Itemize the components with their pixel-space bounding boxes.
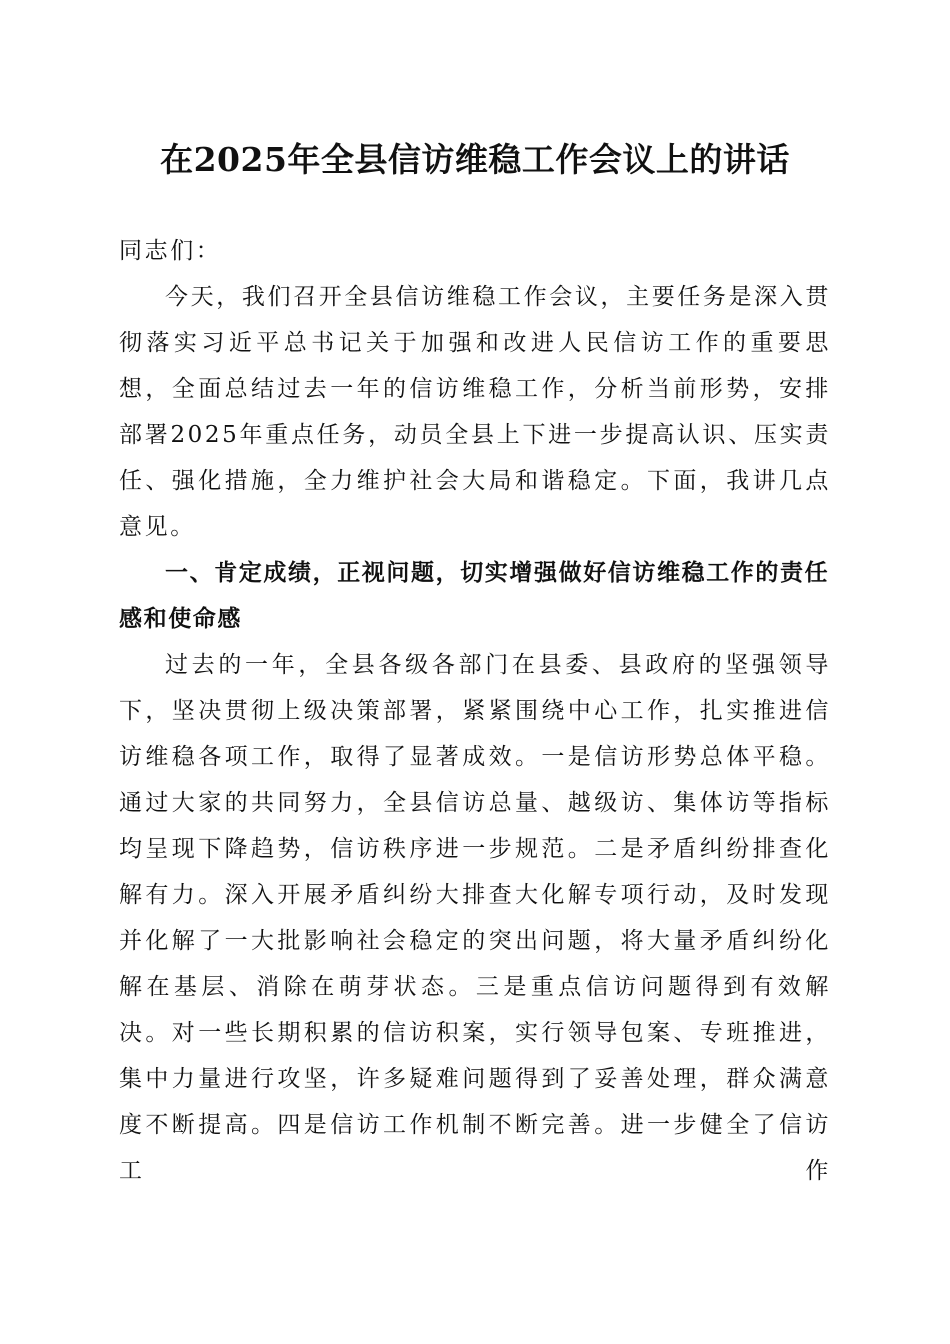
section-heading-1: 一、肯定成绩，正视问题，切实增强做好信访维稳工作的责任感和使命感	[119, 560, 830, 632]
document-title: 在2025年全县信访维稳工作会议上的讲话	[160, 140, 790, 179]
opening-paragraph: 今天，我们召开全县信访维稳工作会议，主要任务是深入贯彻落实习近平总书记关于加强和改进人民信访工作的重要思想，全面总结过去一年的信访维稳工作，分析当前形势，安排部署2025年重点任务，动员全县上下进一步提高认识、压实责任、强化措施，全力维护社会大局和谐稳定。下面，我讲几点意见。	[119, 284, 831, 540]
document-body	[119, 228, 831, 1194]
salutation: 同志们：	[119, 238, 222, 264]
section-1-paragraph: 过去的一年，全县各级各部门在县委、县政府的坚强领导下，坚决贯彻上级决策部署，紧紧围绕中心工作，扎实推进信访维稳各项工作，取得了显著成效。一是信访形势总体平稳。通过大家的共同努力，全县信访总量、越级访、集体访等指标均呈现下降趋势，信访秩序进一步规范。二是矛盾纠纷排查化解有力。深入开展矛盾纠纷大排查大化解专项行动，及时发现并化解了一大批影响社会稳定的突出问题，将大量矛盾纠纷化解在基层、消除在萌芽状态。三是重点信访问题得到有效解决。对一些长期积累的信访积案，实行领导包案、专班推进，集中力量进行攻坚，许多疑难问题得到了妥善处理，群众满意度不断提高。四是信访工作机制不断完善。进一步健全了信访工作	[119, 652, 831, 1184]
